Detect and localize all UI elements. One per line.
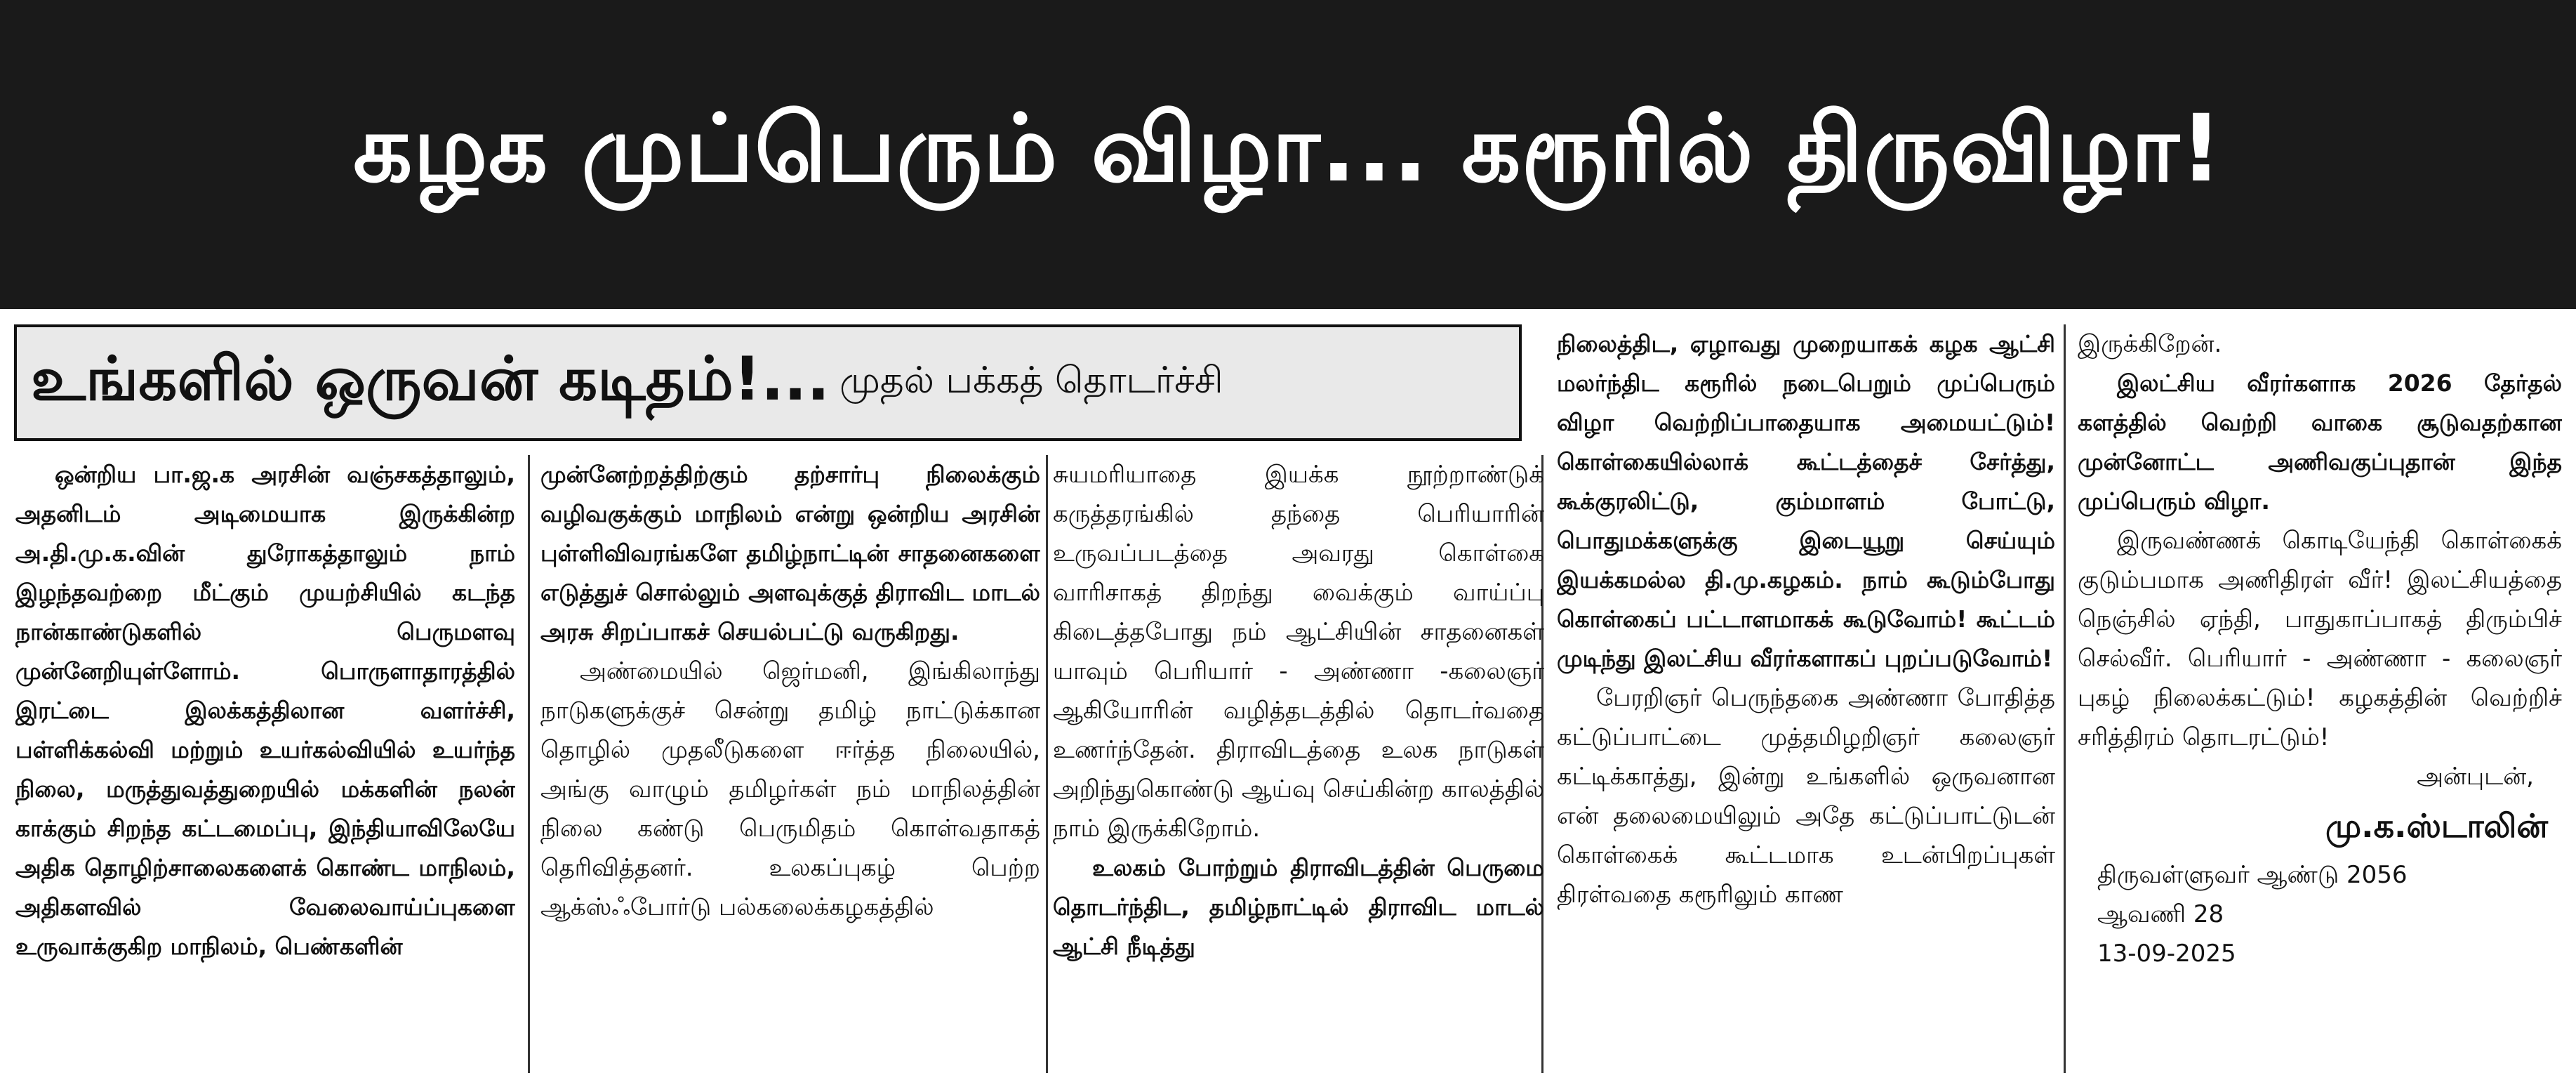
column-divider [528, 455, 530, 1073]
continued-label: முதல் பக்கத் தொடர்ச்சி [839, 359, 1223, 402]
paragraph: அண்மையில் ஜெர்மனி, இங்கிலாந்து நாடுகளுக்குச் சென்று தமிழ் நாட்டுக்கான தொழில் முதலீடுகளை ஈர்த்த நிலையில், அங்கு வாழும் தமிழர்கள் நம் மாநிலத்தின் நிலை கண்டு பெருமிதம் கொள்வதாகத் தெரிவித்தனர். உலகப்புகழ் பெற்ற ஆக்ஸ்ஃபோர்டு பல்கலைக்கழகத்தில் [540, 657, 1040, 921]
paragraph: பேரறிஞர் பெருந்தகை அண்ணா போதித்த கட்டுப்பாட்டை முத்தமிழறிஞர் கலைஞர் கட்டிக்காத்து, இன்று உங்களில் ஒருவனான என் தலைமையிலும் அதே கட்டுப்பாட்டுடன் கொள்கைக் கூட்டமாக உடன்பிறப்புகள் திரள்வதை கரூரிலும் காண [1557, 684, 2055, 909]
paragraph: உலகம் போற்றும் திராவிடத்தின் பெருமை தொடர்ந்திட, தமிழ்நாட்டில் திராவிட மாடல் ஆட்சி நீடித்து [1053, 854, 1544, 960]
letter-heading-box [14, 324, 1522, 441]
paragraph: நிலைத்திட, ஏழாவது முறையாகக் கழக ஆட்சி மலர்ந்திட கரூரில் நடைபெறும் முப்பெரும் விழா வெற்றிப்பாதையாக அமையட்டும்! கொள்கையில்லாக் கூட்டத்தைச் சேர்த்து, கூக்குரலிட்டு, கும்மாளம் போட்டு, பொதுமக்களுக்கு இடையூறு செய்யும் இயக்கமல்ல தி.மு.கழகம். நாம் கூடும்போது கொள்கைப் பட்டாளமாகக் கூடுவோம்! கூட்டம் முடிந்து இலட்சிய வீரர்களாகப் புறப்படுவோம்! [1557, 330, 2055, 672]
article-column-5 [2078, 324, 2562, 1073]
signoff: அன்புடன், [2417, 763, 2534, 791]
date: 13-09-2025 [2097, 940, 2236, 968]
paragraph: இலட்சிய வீரர்களாக 2026 தேர்தல் களத்தில் வெற்றி வாகை சூடுவதற்கான முன்னோட்ட அணிவகுப்புதான் இந்த முப்பெரும் விழா. [2078, 369, 2562, 515]
article-column-1 [15, 455, 515, 1073]
paragraph: சுயமரியாதை இயக்க நூற்றாண்டுக் கருத்தரங்கில் தந்தை பெரியாரின் உருவப்படத்தை அவரது கொள்கை வாரிசாகத் திறந்து வைக்கும் வாய்ப்பு கிடைத்தபோது நம் ஆட்சியின் சாதனைகள் யாவும் பெரியார் - அண்ணா -கலைஞர் ஆகியோரின் வழித்தடத்தில் தொடர்வதை உணர்ந்தேன். திராவிடத்தை உலக நாடுகள் அறிந்துகொண்டு ஆய்வு செய்கின்ற காலத்தில் நாம் இருக்கிறோம். [1053, 461, 1544, 843]
calendar-year: திருவள்ளுவர் ஆண்டு 2056 [2097, 861, 2408, 889]
column-divider [1046, 455, 1048, 1073]
paragraph: ஒன்றிய பா.ஜ.க அரசின் வஞ்சகத்தாலும், அதனிடம் அடிமையாக இருக்கின்ற அ.தி.மு.க.வின் துரோகத்தாலும் நாம் இழந்தவற்றை மீட்கும் முயற்சியில் கடந்த நான்காண்டுகளில் பெருமளவு முன்னேறியுள்ளோம். பொருளாதாரத்தில் இரட்டை இலக்கத்திலான வளர்ச்சி, பள்ளிக்கல்வி மற்றும் உயர்கல்வியில் உயர்ந்த நிலை, மருத்துவத்துறையில் மக்களின் நலன் காக்கும் சிறந்த கட்டமைப்பு, இந்தியாவிலேயே அதிக தொழிற்சாலைகளைக் கொண்ட மாநிலம், அதிகளவில் வேலைவாய்ப்புகளை உருவாக்குகிற மாநிலம், பெண்களின் [15, 461, 515, 960]
calendar-month: ஆவணி 28 [2097, 900, 2224, 928]
paragraph: இருவண்ணக் கொடியேந்தி கொள்கைக் குடும்பமாக அணிதிரள் வீர்! இலட்சியத்தை நெஞ்சில் ஏந்தி, பாதுகாப்பாகத் திரும்பிச் செல்வீர். பெரியார் - அண்ணா - கலைஞர் புகழ் நிலைக்கட்டும்! கழகத்தின் வெற்றிச் சரித்திரம் தொடரட்டும்! [2078, 527, 2562, 751]
paragraph: முன்னேற்றத்திற்கும் தற்சார்பு நிலைக்கும் வழிவகுக்கும் மாநிலம் என்று ஒன்றிய அரசின் புள்ளிவிவரங்களே தமிழ்நாட்டின் சாதனைகளை எடுத்துச் சொல்லும் அளவுக்குத் திராவிட மாடல் அரசு சிறப்பாகச் செயல்பட்டு வருகிறது. [540, 461, 1040, 645]
headline-title: கழக முப்பெரும் விழா... கரூரில் திருவிழா! [353, 94, 2223, 203]
paragraph: இருக்கிறேன். [2078, 330, 2222, 358]
column-divider [2064, 324, 2066, 1073]
article-column-4 [1557, 324, 2055, 1073]
article-column-2 [540, 455, 1040, 1073]
signature: மு.க.ஸ்டாலின் [2325, 807, 2548, 845]
letter-heading: உங்களில் ஒருவன் கடிதம்!... [31, 343, 830, 414]
article-column-3 [1053, 455, 1544, 1073]
